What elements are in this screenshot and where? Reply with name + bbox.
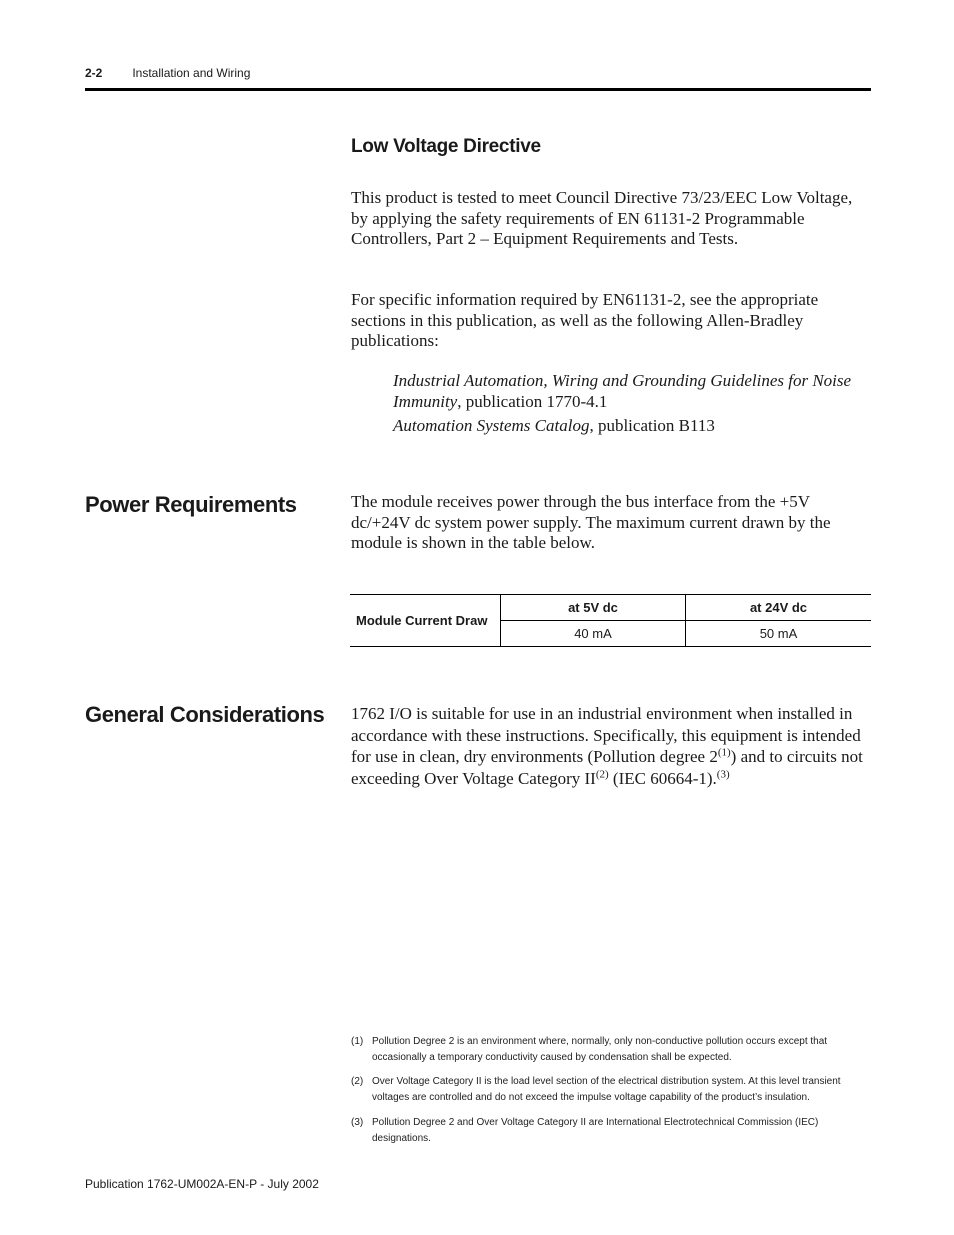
- general-considerations-heading: General Considerations: [85, 702, 325, 727]
- power-requirements-heading: Power Requirements: [85, 492, 297, 517]
- publication-footer: Publication 1762-UM002A-EN-P - July 2002: [85, 1177, 319, 1191]
- footnote-3: [351, 1115, 866, 1147]
- running-header: [85, 66, 250, 80]
- ref1-title: Industrial Automation, Wiring and Grounding Guidelines for Noise Immunity: [393, 371, 852, 411]
- footnote-number: (3): [351, 1117, 364, 1128]
- ref2-rest: , publication B113: [589, 416, 715, 435]
- header-rule: [85, 88, 871, 91]
- table-header-cell: Module Current Draw: [350, 595, 501, 647]
- table-header-cell: at 24V dc: [686, 595, 872, 621]
- footnote-1: [351, 1034, 866, 1066]
- footnote-ref-3: (3): [716, 767, 730, 780]
- table-header-cell: at 5V dc: [501, 595, 686, 621]
- power-requirements-para: The module receives power through the bus interface from the +5V dc/+24V dc system power supply. The maximum current drawn by the module is shown in the table below.: [351, 492, 831, 552]
- publication-reference-2: [393, 416, 863, 437]
- section-title: Installation and Wiring: [132, 66, 251, 80]
- footnote-text: Pollution Degree 2 is an environment where, normally, only non-conductive pollution occurs except that occasionally a temporary conductivity caused by condensation shall be expected.: [372, 1036, 828, 1063]
- general-text-a: 1762 I/O is suitable for use in an industrial environment when installed in accordance with these instructions. Specifically, this equipment is intended for use in clean, dry environments (Pollution degree 2: [351, 704, 861, 766]
- footnote-ref-1: (1): [717, 746, 731, 759]
- low-voltage-heading: Low Voltage Directive: [351, 136, 541, 157]
- footnote-number: (2): [351, 1076, 364, 1087]
- footnote-ref-2: (2): [595, 767, 609, 780]
- footnote-text: Pollution Degree 2 and Over Voltage Category II are International Electrotechnical Commission (IEC) designations.: [372, 1117, 819, 1144]
- footnote-2: [351, 1074, 866, 1106]
- low-voltage-para-2: For specific information required by EN61131-2, see the appropriate sections in this publication, as well as the following Allen-Bradley publications:: [351, 290, 819, 350]
- general-considerations-para: [351, 703, 866, 789]
- ref1-rest: , publication 1770-4.1: [457, 391, 608, 411]
- publication-reference-1: [393, 371, 863, 412]
- general-text-b: ) and to circuits not exceeding Over Voltage Category II: [351, 747, 863, 788]
- general-text-c: (IEC 60664-1).: [608, 768, 717, 788]
- current-draw-table: [350, 594, 871, 647]
- table-cell: 50 mA: [686, 621, 872, 647]
- table-cell: 40 mA: [501, 621, 686, 647]
- page-number: 2-2: [85, 66, 103, 80]
- footnote-text: Over Voltage Category II is the load level section of the electrical distribution system. At this level transient voltages are controlled and do not exceed the impulse voltage capability of the product’s insulation.: [372, 1076, 841, 1103]
- footnote-number: (1): [351, 1036, 364, 1047]
- low-voltage-para-1: This product is tested to meet Council Directive 73/23/EEC Low Voltage, by applying the safety requirements of EN 61131-2 Programmable Controllers, Part 2 – Equipment Requirements and Tests.: [351, 188, 853, 248]
- table-header-row: [350, 595, 871, 621]
- ref2-title: Automation Systems Catalog: [393, 416, 590, 435]
